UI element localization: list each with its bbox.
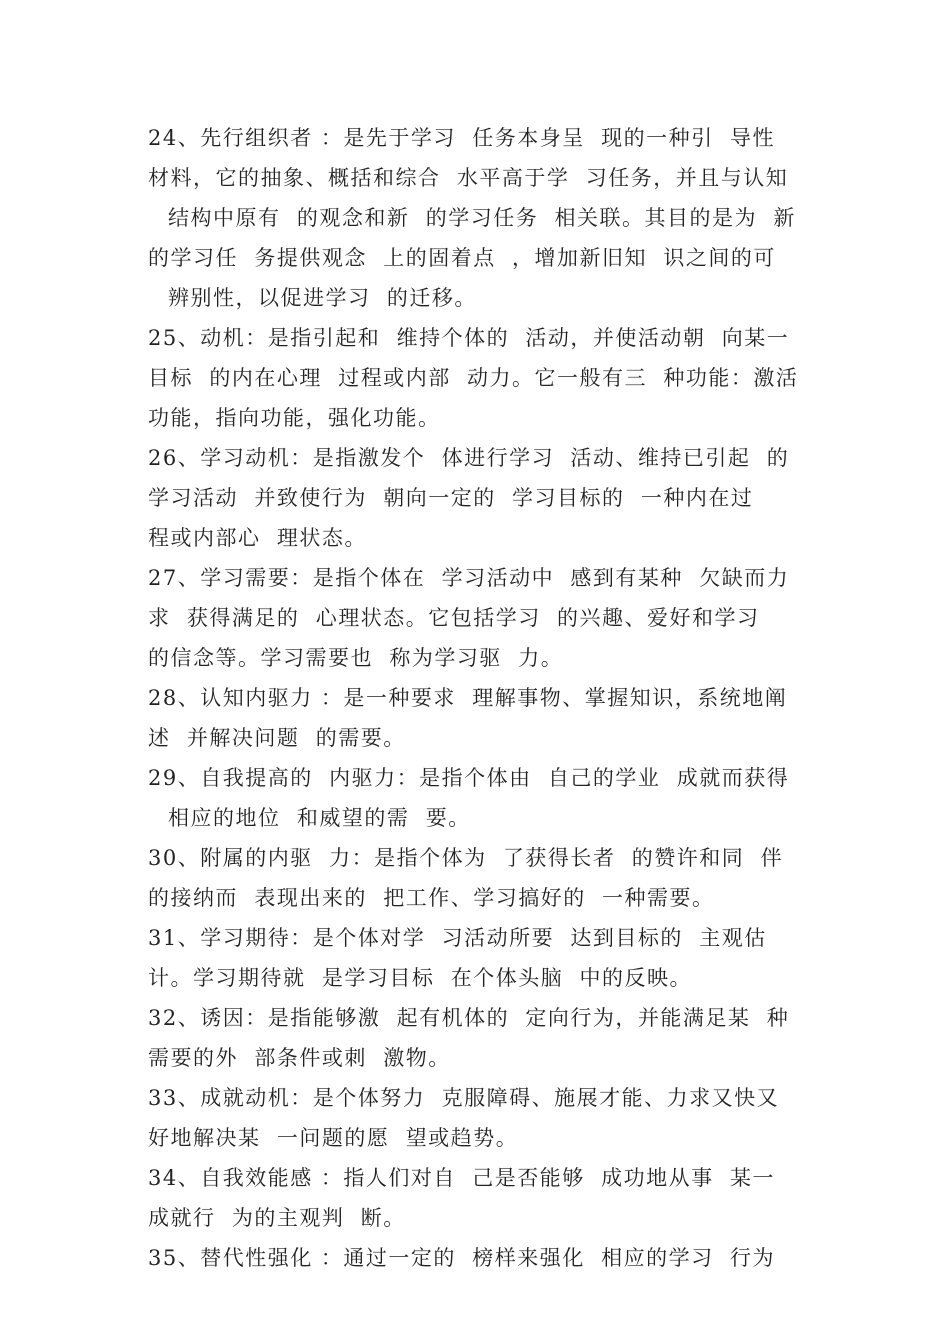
text-line: 目标 的内在心理 过程或内部 动力。它一般有三 种功能：激活 [148,366,799,390]
text-line: 功能，指向功能，强化功能。 [148,406,441,430]
text-line: 辨别性，以促进学习 的迁移。 [168,286,477,310]
text-line: 30、附属的内驱 力：是指个体为 了获得长者 的赞许和同 伴 [148,846,784,870]
text-line: 34、自我效能感 ：指人们对自 己是否能够 成功地从事 某一 [148,1166,775,1190]
text-line: 33、成就动机：是个体努力 克服障碍、施展才能、力求又快又 [148,1086,780,1110]
text-line: 35、替代性强化 ：通过一定的 榜样来强化 相应的学习 行为 [148,1246,775,1270]
text-line: 32、诱因：是指能够激 起有机体的 定向行为，并能满足某 种 [148,1006,790,1030]
text-line: 学习活动 并致使行为 朝向一定的 学习目标的 一种内在过 [148,486,754,510]
text-line: 26、学习动机：是指激发个 体进行学习 活动、维持已引起 的 [148,446,790,470]
text-line: 29、自我提高的 内驱力：是指个体由 自己的学业 成就而获得 [148,766,790,790]
text-line: 31、学习期待：是个体对学 习活动所要 达到目标的 主观估 [148,926,767,950]
text-line: 述 并解决问题 的需要。 [148,726,406,750]
document-body [148,118,828,1278]
text-line: 材料，它的抽象、概括和综合 水平高于学 习任务，并且与认知 [148,166,789,190]
text-line: 需要的外 部条件或刺 激物。 [148,1046,451,1070]
text-line: 好地解决某 一问题的愿 望或趋势。 [148,1126,519,1150]
text-line: 的接纳而 表现出来的 把工作、学习搞好的 一种需要。 [148,886,715,910]
text-line: 28、认知内驱力 ：是一种要求 理解事物、掌握知识，系统地阐 [148,686,788,710]
text-line: 成就行 为的主观判 断。 [148,1206,406,1230]
text-line: 相应的地位 和威望的需 要。 [168,806,471,830]
text-line: 结构中原有 的观念和新 的学习任务 相关联。其目的是为 新 [168,206,796,230]
text-line: 24、先行组织者 ：是先于学习 任务本身呈 现的一种引 导性 [148,126,775,150]
text-line: 的信念等。学习需要也 称为学习驱 力。 [148,646,564,670]
text-line: 计。学习期待就 是学习目标 在个体头脑 中的反映。 [148,966,693,990]
text-line: 27、学习需要：是指个体在 学习活动中 感到有某种 欠缺而力 [148,566,790,590]
text-line: 25、动机：是指引起和 维持个体的 活动，并使活动朝 向某一 [148,326,790,350]
text-line: 的学习任 务提供观念 上的固着点 ，增加新旧知 识之间的可 [148,246,776,270]
text-line: 求 获得满足的 心理状态。它包括学习 的兴趣、爱好和学习 [148,606,760,630]
text-line: 程或内部心 理状态。 [148,526,367,550]
